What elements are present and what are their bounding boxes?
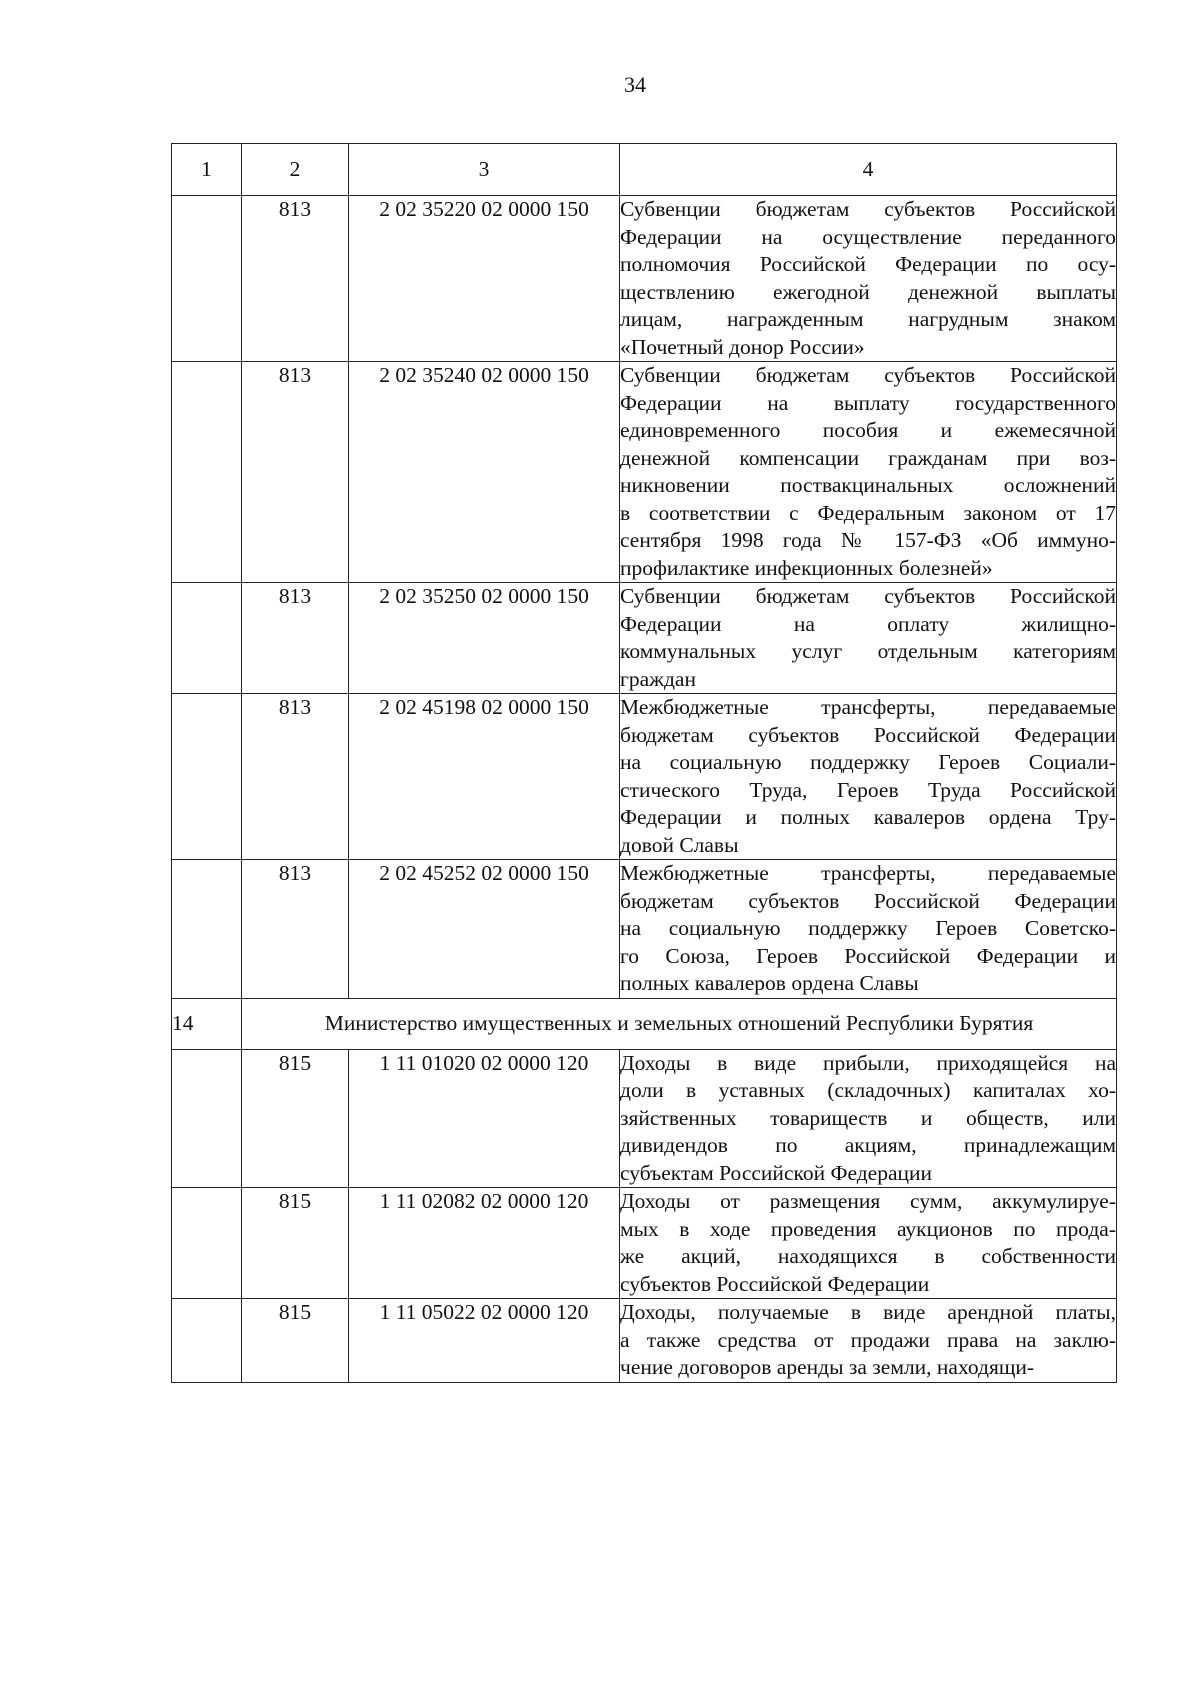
description-line: Субвенции бюджетам субъектов Российской xyxy=(620,197,1116,221)
description-line: Доходы от размещения сумм, аккумулируе- xyxy=(620,1189,1116,1213)
description-line: зяйственных товариществ и обществ, или xyxy=(620,1105,1116,1130)
description-line: Федерации и полных кавалеров ордена Тру- xyxy=(620,805,1116,829)
description-line: бюджетам субъектов Российской Федерации xyxy=(620,722,1116,747)
page-number: 34 xyxy=(624,72,646,97)
table-row xyxy=(172,1299,1117,1383)
table-row xyxy=(172,860,1117,999)
cell-admin-code: 813 xyxy=(242,860,349,999)
cell-description xyxy=(620,362,1117,583)
description-line: Доходы в виде прибыли, приходящейся на xyxy=(620,1050,1116,1075)
description-line: Межбюджетные трансферты, передаваемые xyxy=(620,695,1116,719)
description-line: довой Славы xyxy=(620,832,739,857)
description-line: профилактике инфекционных болезней» xyxy=(620,555,993,580)
description-line: Федерации на оплату жилищно- xyxy=(620,611,1116,636)
column-header-3: 3 xyxy=(349,144,620,196)
cell-description xyxy=(620,1299,1117,1383)
description-line: никновении поствакцинальных осложнений xyxy=(620,473,1116,497)
description-line: на социальную поддержку Героев Советско- xyxy=(620,916,1116,940)
table-row xyxy=(172,694,1117,860)
description-line: «Почетный донор России» xyxy=(620,334,865,359)
description-line: Субвенции бюджетам субъектов Российской xyxy=(620,363,1116,387)
description-line: сентября 1998 года № 157-ФЗ «Об иммуно- xyxy=(620,528,1116,552)
description-line: бюджетам субъектов Российской Федерации xyxy=(620,888,1116,913)
cell-admin-code: 815 xyxy=(242,1299,349,1383)
section-row xyxy=(172,998,1117,1049)
table-row xyxy=(172,362,1117,583)
table-row xyxy=(172,1049,1117,1188)
description-line: полных кавалеров ордена Славы xyxy=(620,971,919,995)
description-line: полномочия Российской Федерации по осу- xyxy=(620,252,1116,276)
description-line: субъектов Российской Федерации xyxy=(620,1271,930,1296)
cell-description xyxy=(620,860,1117,999)
description-line: в соответствии с Федеральным законом от 17 xyxy=(620,500,1116,525)
cell-number xyxy=(172,362,242,583)
cell-admin-code: 813 xyxy=(242,196,349,362)
cell-revenue-code: 2 02 45252 02 0000 150 xyxy=(349,860,620,999)
description-line: коммунальных услуг отдельным категориям xyxy=(620,639,1116,663)
cell-number xyxy=(172,1188,242,1299)
cell-number xyxy=(172,694,242,860)
description-line: Межбюджетные трансферты, передаваемые xyxy=(620,861,1116,885)
description-line: ществлению ежегодной денежной выплаты xyxy=(620,279,1116,304)
description-line: а также средства от продажи права на заклю- xyxy=(620,1327,1116,1352)
column-header-2: 2 xyxy=(242,144,349,196)
description-line: же акций, находящихся в собственности xyxy=(620,1244,1116,1268)
cell-revenue-code: 2 02 35220 02 0000 150 xyxy=(349,196,620,362)
description-line: субъектам Российской Федерации xyxy=(620,1160,933,1185)
description-line: Федерации на осуществление переданного xyxy=(620,224,1116,249)
cell-number xyxy=(172,1299,242,1383)
cell-number xyxy=(172,1049,242,1188)
description-line: чение договоров аренды за земли, находящи- xyxy=(620,1355,1035,1379)
cell-revenue-code: 1 11 01020 02 0000 120 xyxy=(349,1049,620,1188)
revenue-codes-table xyxy=(171,143,1117,1383)
description-line: денежной компенсации гражданам при воз- xyxy=(620,445,1116,470)
description-line: мых в ходе проведения аукционов по прода- xyxy=(620,1216,1116,1241)
table-header-row xyxy=(172,144,1117,196)
cell-revenue-code: 1 11 02082 02 0000 120 xyxy=(349,1188,620,1299)
table-body xyxy=(172,196,1117,1383)
section-number: 14 xyxy=(172,998,242,1049)
cell-admin-code: 815 xyxy=(242,1049,349,1188)
description-line: стического Труда, Героев Труда Российской xyxy=(620,777,1116,802)
cell-admin-code: 813 xyxy=(242,362,349,583)
cell-admin-code: 813 xyxy=(242,694,349,860)
cell-revenue-code: 2 02 35240 02 0000 150 xyxy=(349,362,620,583)
section-title: Министерство имущественных и земельных отношений Республики Бурятия xyxy=(242,998,1117,1049)
column-header-4: 4 xyxy=(620,144,1117,196)
cell-description xyxy=(620,694,1117,860)
cell-admin-code: 815 xyxy=(242,1188,349,1299)
cell-number xyxy=(172,583,242,694)
cell-revenue-code: 2 02 35250 02 0000 150 xyxy=(349,583,620,694)
description-line: доли в уставных (складочных) капиталах хо- xyxy=(620,1078,1116,1102)
table-row xyxy=(172,1188,1117,1299)
cell-description xyxy=(620,1188,1117,1299)
table-row xyxy=(172,583,1117,694)
cell-revenue-code: 2 02 45198 02 0000 150 xyxy=(349,694,620,860)
cell-number xyxy=(172,196,242,362)
cell-number xyxy=(172,860,242,999)
cell-description xyxy=(620,583,1117,694)
description-line: дивидендов по акциям, принадлежащим xyxy=(620,1133,1116,1157)
cell-description xyxy=(620,196,1117,362)
description-line: Доходы, получаемые в виде арендной платы, xyxy=(620,1300,1116,1324)
column-header-1: 1 xyxy=(172,144,242,196)
description-line: на социальную поддержку Героев Социали- xyxy=(620,750,1116,774)
description-line: граждан xyxy=(620,666,696,691)
description-line: го Союза, Героев Российской Федерации и xyxy=(620,943,1116,968)
description-line: лицам, награжденным нагрудным знаком xyxy=(620,307,1116,331)
description-line: Федерации на выплату государственного xyxy=(620,390,1116,415)
description-line: единовременного пособия и ежемесячной xyxy=(620,418,1116,442)
description-line: Субвенции бюджетам субъектов Российской xyxy=(620,584,1116,608)
cell-admin-code: 813 xyxy=(242,583,349,694)
cell-revenue-code: 1 11 05022 02 0000 120 xyxy=(349,1299,620,1383)
cell-description xyxy=(620,1049,1117,1188)
table-row xyxy=(172,196,1117,362)
